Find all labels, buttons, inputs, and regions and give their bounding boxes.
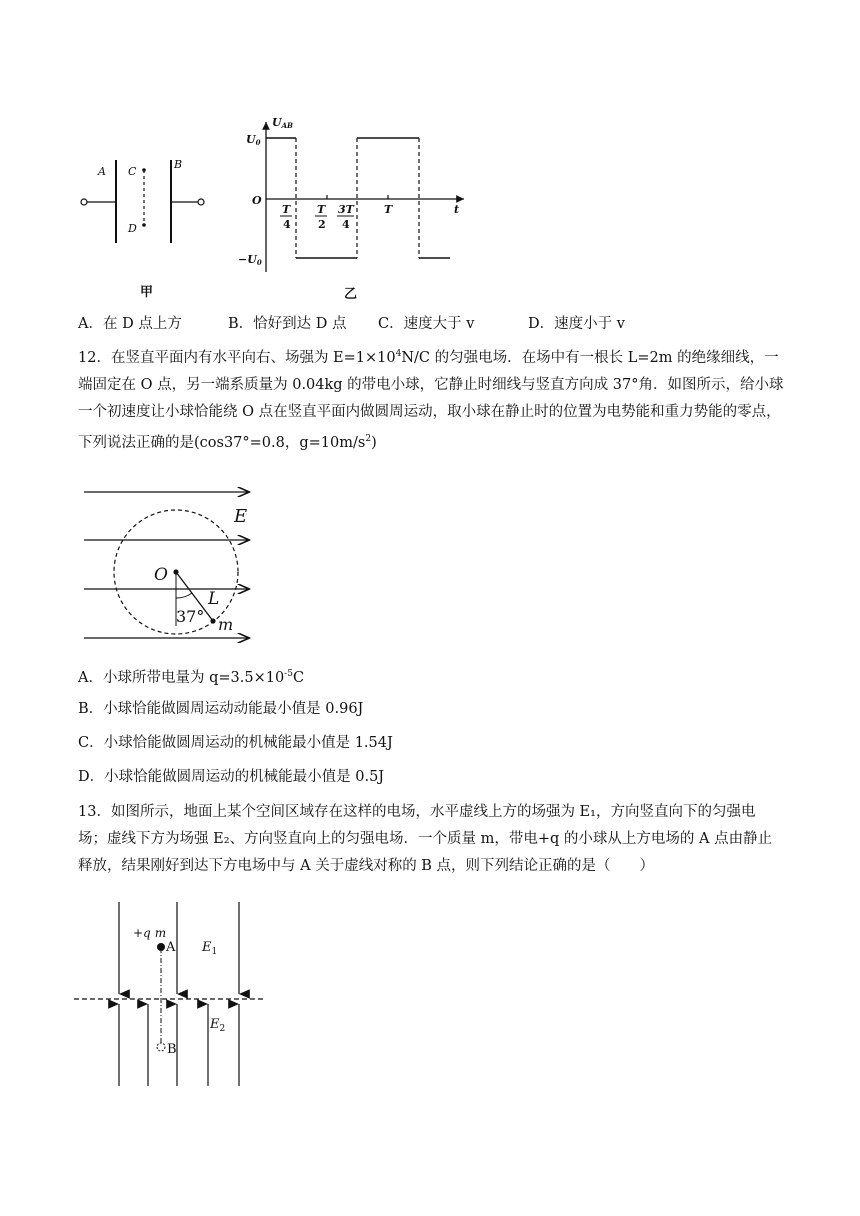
q12-option-d[interactable]: D．小球恰能做圆周运动的机械能最小值是 0.5J <box>78 769 385 785</box>
q11-option-d[interactable]: D．速度小于 v <box>528 316 625 332</box>
label-angle: 37° <box>176 607 205 626</box>
label-m: m <box>218 615 234 634</box>
label-l: L <box>208 589 220 609</box>
label-d: D <box>128 222 137 235</box>
point-b-ball <box>157 1043 165 1051</box>
u0-label: U0 <box>246 133 261 147</box>
tick-label-t4-den: 4 <box>283 218 291 231</box>
label-o: O <box>154 565 168 585</box>
label-b: B <box>174 158 183 171</box>
tick-label-3t4-num: 3T <box>338 203 354 216</box>
tick-label-3t4-den: 4 <box>342 218 350 231</box>
figure-q12 <box>80 482 260 647</box>
q13-stem: 13．如图所示，地面上某个空间区域存在这样的电场，水平虚线上方的场强为 E₁，方向竖直向下的匀强电场；虚线下方为场强 E₂、方向竖直向上的匀强电场．一个质量 m，带电+q 的小球从上方电场的 A 点由静止释放，结果刚好到达下方电场中与 A 关于虚线对称的 B 点，则下列结论正确的是（ ） <box>78 804 773 874</box>
tick-label-t4-num: T <box>282 203 291 216</box>
figure-yi <box>236 112 476 304</box>
label-charge: +q m <box>133 926 167 940</box>
t-axis-label: t <box>454 203 460 216</box>
q12-option-b[interactable]: B．小球恰能做圆周运动动能最小值是 0.96J <box>78 701 364 717</box>
q11-option-c[interactable]: C．速度大于 v <box>378 316 475 332</box>
label-b: B <box>167 1042 177 1057</box>
tick-label-t: T <box>384 203 393 216</box>
caption-yi: 乙 <box>344 287 358 302</box>
q11-option-b[interactable]: B．恰好到达 D 点 <box>228 316 347 332</box>
origin-label: O <box>252 194 262 207</box>
label-a: A <box>166 940 176 955</box>
point-c <box>142 168 146 172</box>
terminal-b <box>198 199 204 205</box>
label-a: A <box>98 165 106 178</box>
tick-label-t2-num: T <box>317 203 326 216</box>
label-c: C <box>128 165 137 178</box>
u-axis-label: UAB <box>272 116 293 130</box>
q12-option-a[interactable]: A．小球所带电量为 $q=3.5\times 10^{-5}C$ <box>78 669 305 686</box>
pivot-o <box>173 569 178 574</box>
q11-option-a[interactable]: A．在 D 点上方 <box>78 316 182 332</box>
angle-arc <box>176 593 192 598</box>
figure-q13 <box>74 900 274 1090</box>
tick-label-t2-den: 2 <box>318 218 326 231</box>
label-e1: $E_1$ <box>202 940 218 957</box>
neg-u0-label: −U0 <box>238 253 262 267</box>
caption-jia: 甲 <box>140 285 154 300</box>
point-d <box>142 223 146 227</box>
figure-jia <box>76 150 216 300</box>
ball-m <box>210 618 215 623</box>
q11-options <box>78 314 625 334</box>
q12-option-c[interactable]: C．小球恰能做圆周运动的机械能最小值是 1.54J <box>78 735 393 751</box>
label-e2: $E_2$ <box>210 1017 226 1034</box>
terminal-a <box>81 199 87 205</box>
q12-stem: 12．在竖直平面内有水平向右、场强为 $E=1\times 10^4N/C$ 的匀强电场．在场中有一根长 L=2m 的绝缘细线，一端固定在 O 点，另一端系质量为 0.04kg 的带电小球，它静止时细线与竖直方向成 37°角．如图所示，给小球一个初速度让小球恰能绕 O 点在竖直平面内做圆周运动，取小球在静止时的位置为电势能和重力势能的零点，下列说法正确的是(cos37°=0.8，$g=10m/s^2$) <box>78 349 784 451</box>
label-e: E <box>234 506 248 527</box>
point-a-ball <box>157 943 165 951</box>
